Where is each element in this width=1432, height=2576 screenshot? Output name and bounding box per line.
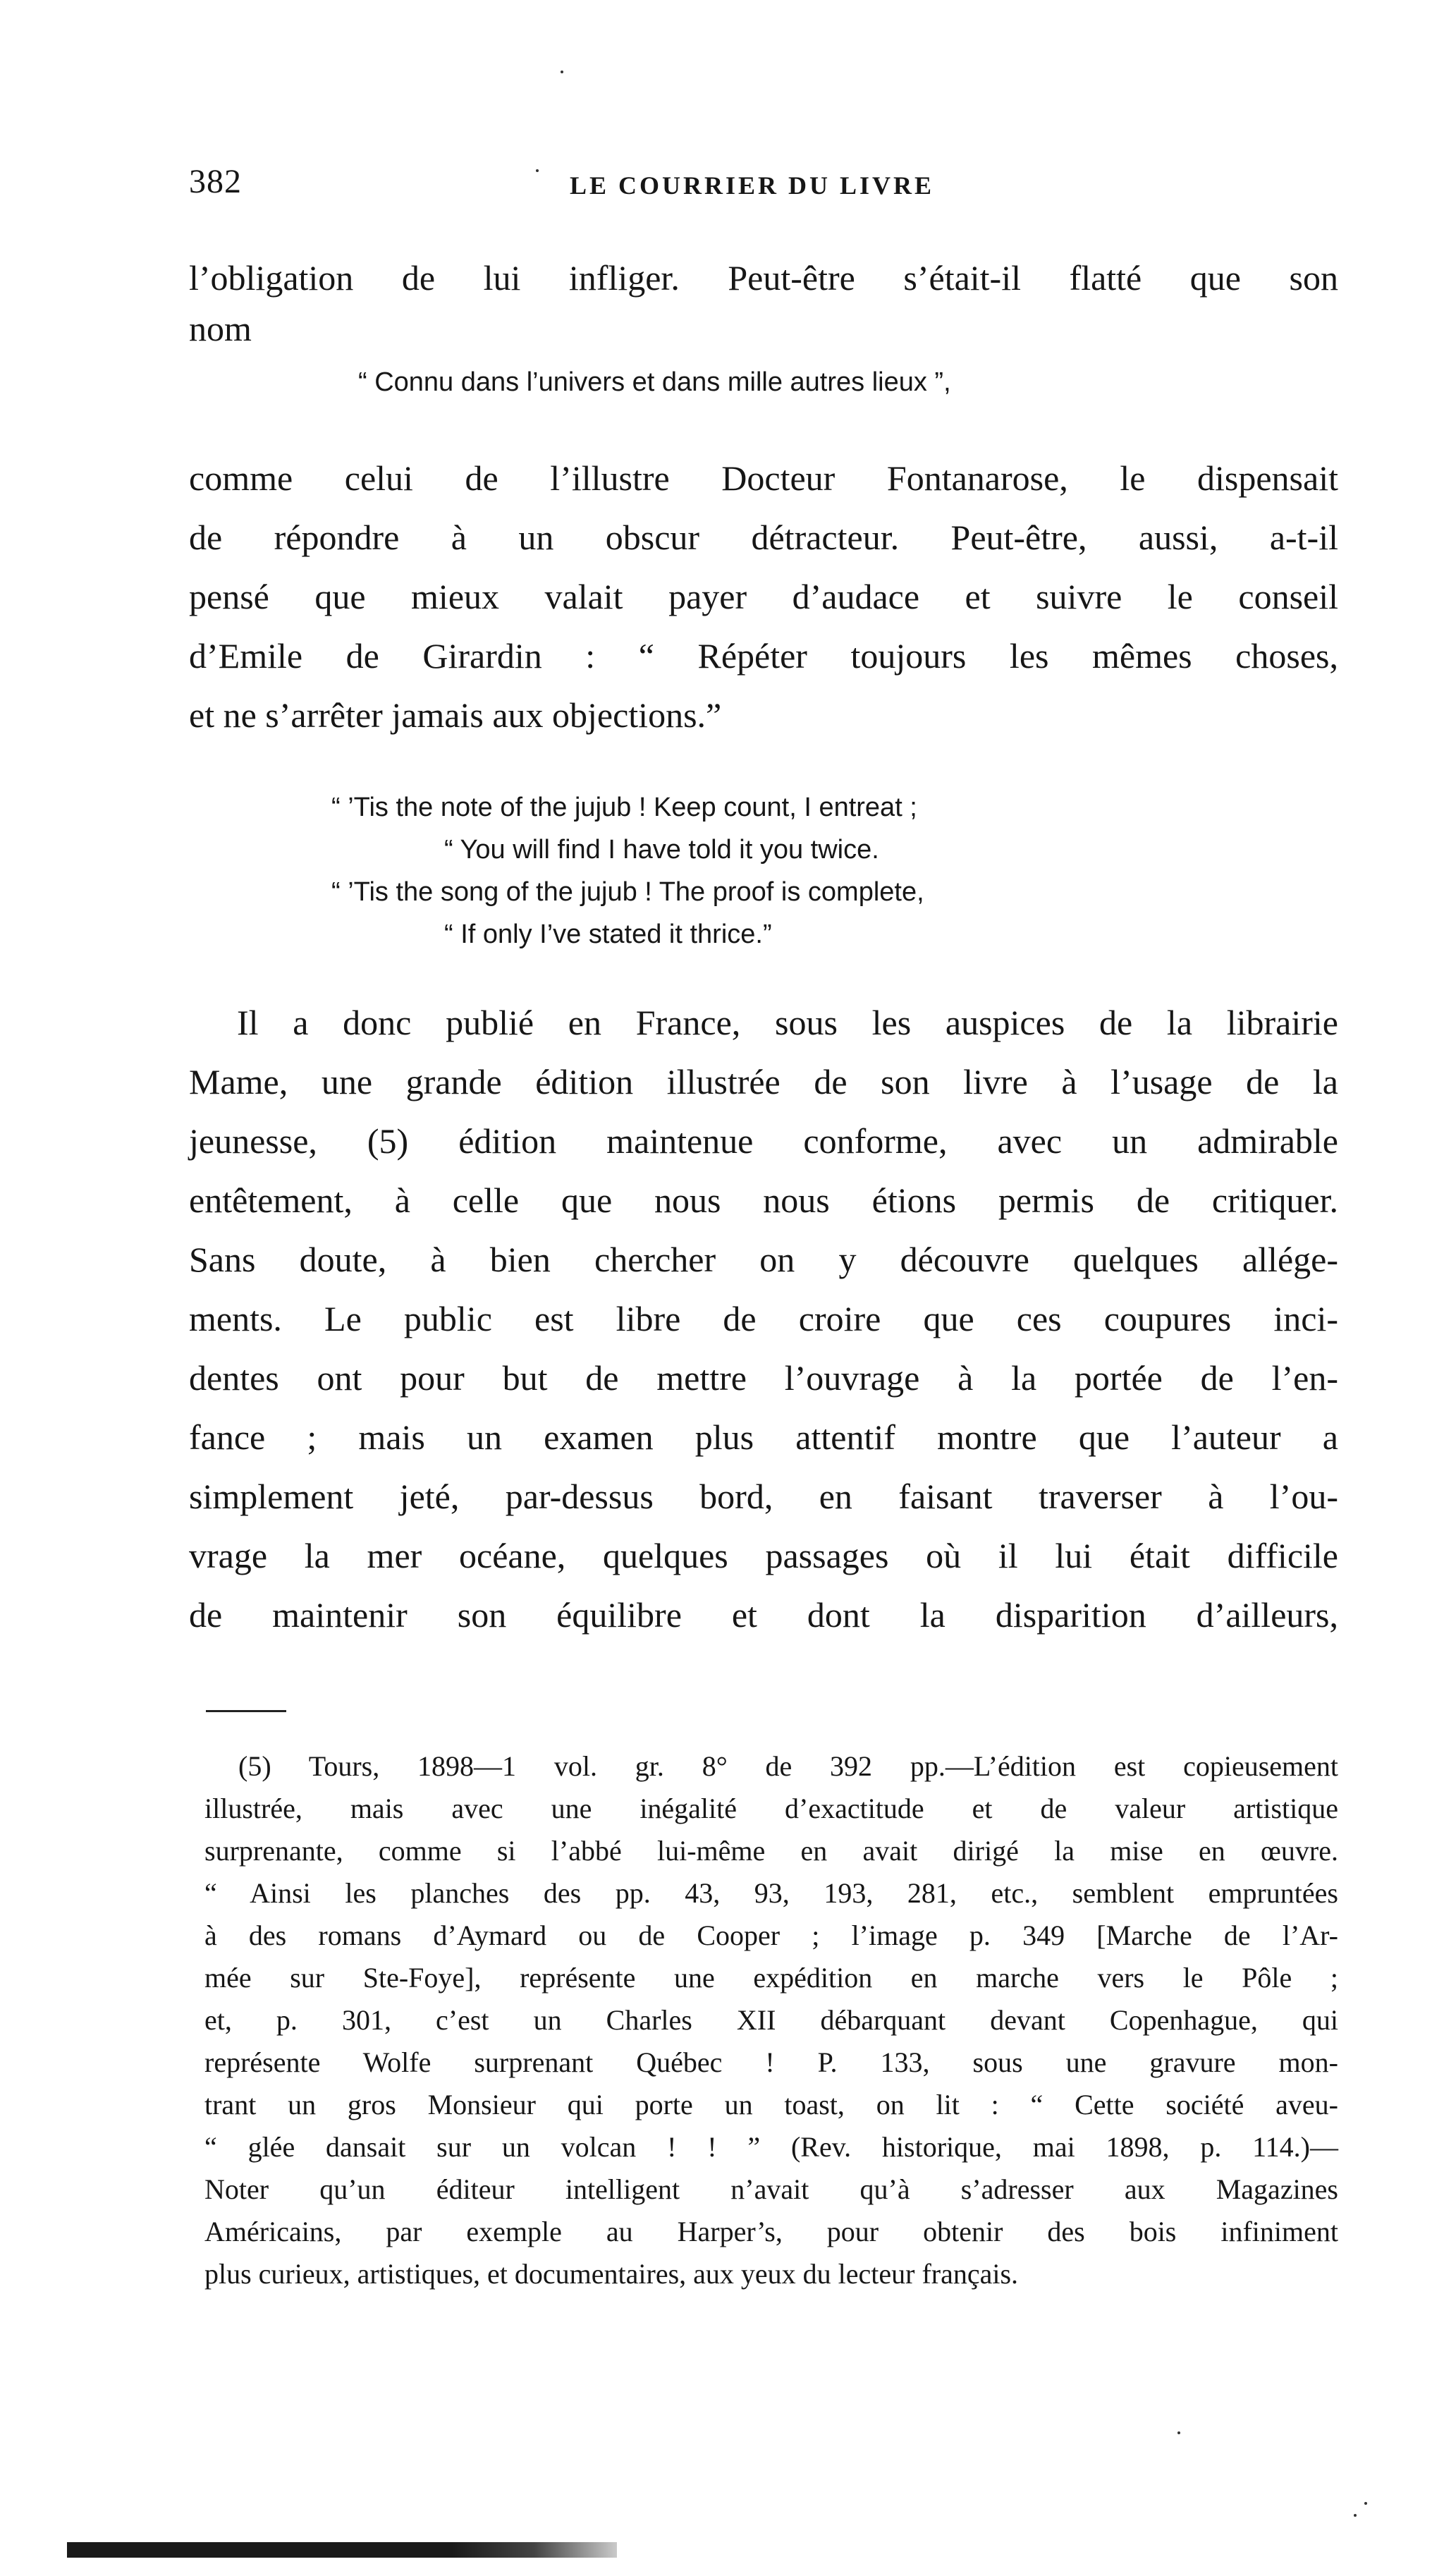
footnote-line: “ Ainsi les planches des pp. 43, 93, 193, 281, etc., semblent empruntées (204, 1877, 1338, 1909)
verse-line: “ ’Tis the note of the jujub ! Keep count, I entreat ; (331, 793, 917, 822)
inline-quote: “ Connu dans l’univers et dans mille autres lieux ”, (358, 367, 951, 397)
text-line: et ne s’arrêter jamais aux objections.” (189, 695, 722, 735)
footnote-line: surprenante, comme si l’abbé lui-même en avait dirigé la mise en œuvre. (204, 1835, 1338, 1867)
text-line: pensé que mieux valait payer d’audace et suivre le conseil (189, 577, 1338, 616)
text-line: dentes ont pour but de mettre l’ouvrage à la portée de l’en- (189, 1358, 1338, 1398)
footnote-line: mée sur Ste-Foye], représente une expédition en marche vers le Pôle ; (204, 1962, 1338, 1994)
footnote (204, 1745, 1338, 2295)
text-line: Il a donc publié en France, sous les auspices de la librairie (237, 1003, 1338, 1042)
footnote-line: trant un gros Monsieur qui porte un toast, on lit : “ Cette société aveu- (204, 2089, 1338, 2120)
running-head: LE COURRIER DU LIVRE (570, 171, 935, 200)
verse-quote (331, 786, 924, 956)
page-header (189, 162, 1338, 212)
footnote-line: à des romans d’Aymard ou de Cooper ; l’image p. 349 [Marche de l’Ar- (204, 1919, 1338, 1951)
text-line: Mame, une grande édition illustrée de son livre à l’usage de la (189, 1062, 1338, 1101)
text-line: simplement jeté, par-dessus bord, en faisant traverser à l’ou- (189, 1477, 1338, 1516)
paragraph-1 (189, 248, 1338, 350)
text-line: vrage la mer océane, quelques passages où il lui était difficile (189, 1536, 1338, 1575)
footnote-line: (5) Tours, 1898—1 vol. gr. 8° de 392 pp.—L’édition est copieusement (238, 1750, 1338, 1782)
scan-speck (1364, 2502, 1367, 2505)
footnote-line: et, p. 301, c’est un Charles XII débarquant devant Copenhague, qui (204, 2004, 1338, 2036)
verse-line: “ ’Tis the song of the jujub ! The proof is complete, (331, 877, 924, 907)
footnote-line: illustrée, mais avec une inégalité d’exactitude et de valeur artistique (204, 1793, 1338, 1824)
paragraph-3 (189, 993, 1338, 1644)
verse-line: “ You will find I have told it you twice. (444, 835, 879, 865)
text-line: comme celui de l’illustre Docteur Fontanarose, le dispensait (189, 458, 1338, 498)
scan-edge-bar (67, 2542, 617, 2558)
footnote-line: représente Wolfe surprenant Québec ! P. 133, sous une gravure mon- (204, 2046, 1338, 2078)
text-line: ments. Le public est libre de croire que ces coupures inci- (189, 1299, 1338, 1338)
footnote-line: plus curieux, artistiques, et documentaires, aux yeux du lecteur français. (204, 2258, 1019, 2290)
text-line: nom (189, 309, 252, 348)
footnote-line: Noter qu’un éditeur intelligent n’avait qu’à s’adresser aux Magazines (204, 2173, 1338, 2205)
scan-speck (536, 169, 539, 172)
text-line: l’obligation de lui infliger. Peut-être s’était-il flatté que son (189, 258, 1338, 298)
footnote-divider (206, 1710, 286, 1712)
text-line: de répondre à un obscur détracteur. Peut-être, aussi, a-t-il (189, 518, 1338, 557)
footnote-line: “ glée dansait sur un volcan ! ! ” (Rev. historique, mai 1898, p. 114.)— (204, 2131, 1338, 2163)
footnote-line: Américains, par exemple au Harper’s, pour obtenir des bois infiniment (204, 2216, 1338, 2247)
text-line: jeunesse, (5) édition maintenue conforme, avec un admirable (189, 1121, 1338, 1161)
scan-speck (1177, 2431, 1180, 2434)
text-line: entêtement, à celle que nous nous étions permis de critiquer. (189, 1180, 1338, 1220)
text-line: de maintenir son équilibre et dont la disparition d’ailleurs, (189, 1595, 1338, 1635)
text-line: fance ; mais un examen plus attentif montre que l’auteur a (189, 1417, 1338, 1457)
page-number: 382 (189, 163, 242, 200)
scan-speck (561, 71, 563, 73)
scan-speck (1354, 2514, 1357, 2517)
text-line: Sans doute, à bien chercher on y découvre quelques allége- (189, 1240, 1338, 1279)
text-line: d’Emile de Girardin : “ Répéter toujours les mêmes choses, (189, 636, 1338, 676)
paragraph-2 (189, 448, 1338, 745)
verse-line: “ If only I’ve stated it thrice.” (444, 920, 772, 949)
